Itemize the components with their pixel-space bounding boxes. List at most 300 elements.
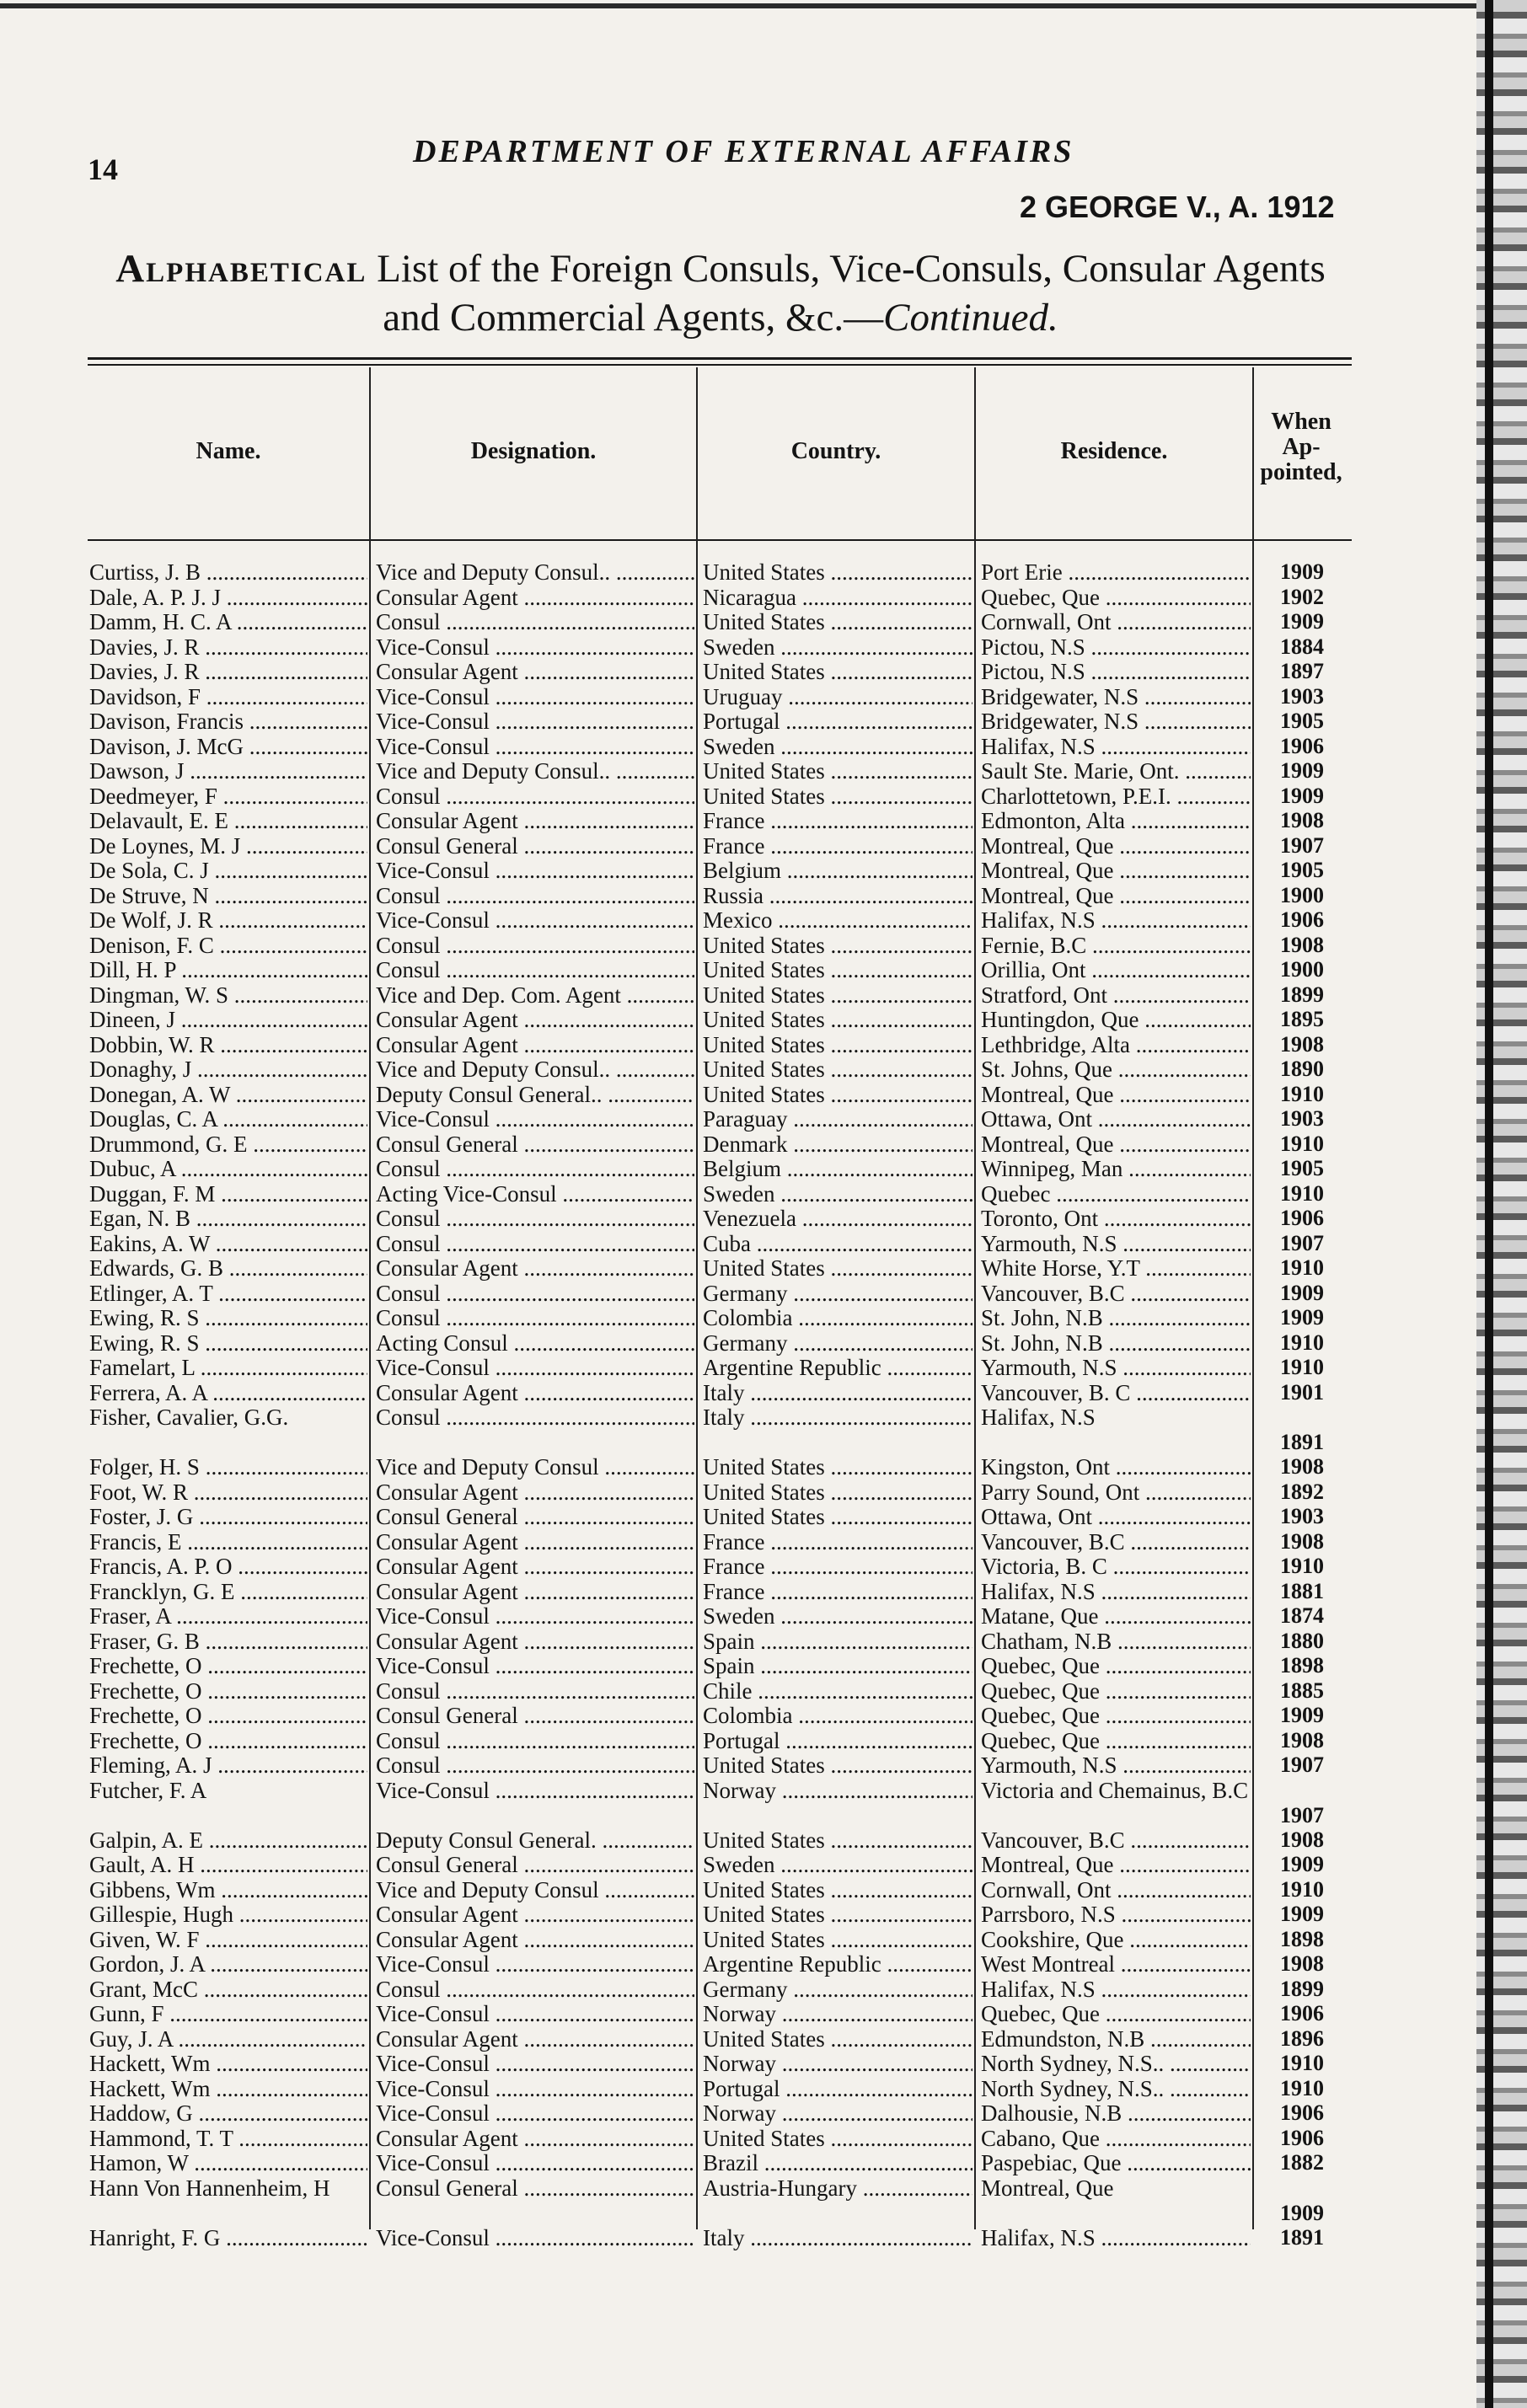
cell-name: Ewing, R. S ..... — [89, 1330, 367, 1356]
cell-residence: Victoria and Chemainus, B.C — [981, 1778, 1249, 1803]
cell-year: 1905 — [1280, 1156, 1324, 1180]
cell-country: Belgium ..... — [703, 1156, 972, 1181]
cell-country: United States ..... — [703, 1480, 972, 1505]
cell-name: Fraser, G. B ..... — [89, 1629, 367, 1654]
table-row — [0, 1032, 1433, 1057]
table-row — [0, 709, 1433, 734]
cell-designation: Consul General ..... — [376, 2175, 694, 2201]
cell-year: 1906 — [1280, 2001, 1324, 2025]
table-row — [0, 1156, 1433, 1181]
table-row — [0, 2126, 1433, 2151]
table-row — [0, 2150, 1433, 2175]
cell-name: Fleming, A. J ..... — [89, 1752, 367, 1778]
cell-residence: Quebec, Que ..... — [981, 1703, 1251, 1728]
cell-name: Donegan, A. W ..... — [89, 1082, 367, 1107]
table-row — [0, 784, 1433, 809]
cell-country: France ..... — [703, 1579, 972, 1604]
cell-country: Belgium ..... — [703, 858, 972, 883]
table-row — [0, 2026, 1433, 2052]
table-row — [0, 1703, 1433, 1728]
cell-country: France ..... — [703, 808, 972, 833]
cell-country: Germany ..... — [703, 1977, 972, 2002]
page-edge-dark — [1485, 0, 1493, 2408]
cell-country: Sweden ..... — [703, 1603, 972, 1629]
cell-year: 1900 — [1280, 957, 1324, 982]
cell-residence: Quebec, Que ..... — [981, 1728, 1251, 1753]
cell-designation: Vice-Consul ..... — [376, 1951, 694, 1977]
table-row — [0, 684, 1433, 709]
cell-country: Norway ..... — [703, 2001, 972, 2026]
cell-name: Hackett, Wm ..... — [89, 2076, 367, 2101]
cell-designation: Consular Agent ..... — [376, 2126, 694, 2151]
cell-name: Hanright, F. G ..... — [89, 2225, 367, 2250]
cell-residence: Halifax, N.S ..... — [981, 2225, 1251, 2250]
column-header-name: Name. — [196, 438, 261, 464]
cell-residence: Port Erie ..... — [981, 559, 1251, 585]
table-row — [0, 2225, 1433, 2250]
cell-year: 1885 — [1280, 1678, 1324, 1703]
cell-country: United States ..... — [703, 1007, 972, 1032]
cell-country: Austria-Hungary ..... — [703, 2175, 972, 2201]
when-line-2: Ap- — [1282, 434, 1321, 460]
cell-country: Russia ..... — [703, 883, 972, 908]
cell-residence: Yarmouth, N.S ..... — [981, 1355, 1251, 1380]
cell-residence: St. Johns, Que ..... — [981, 1057, 1251, 1082]
cell-name: Fisher, Cavalier, G.G. — [89, 1405, 289, 1430]
table-row — [0, 907, 1433, 933]
cell-year: 1910 — [1280, 1554, 1324, 1578]
cell-designation: Vice-Consul ..... — [376, 2001, 694, 2026]
cell-year: 1880 — [1280, 1629, 1324, 1653]
cell-designation: Vice and Deputy Consul.. ..... — [376, 559, 694, 585]
cell-designation: Consul General ..... — [376, 833, 694, 859]
page-edge-scan — [1476, 0, 1527, 2408]
table-row — [0, 1330, 1433, 1356]
cell-year: 1892 — [1280, 1480, 1324, 1504]
column-header-residence: Residence. — [1060, 438, 1168, 464]
title-lead: Alphabetical — [115, 247, 367, 291]
cell-designation: Vice-Consul ..... — [376, 1603, 694, 1629]
cell-name: Egan, N. B ..... — [89, 1206, 367, 1231]
table-row — [0, 1405, 1433, 1455]
cell-year: 1905 — [1280, 858, 1324, 882]
table-row — [0, 585, 1433, 610]
cell-residence: Lethbridge, Alta ..... — [981, 1032, 1251, 1057]
cell-country: Chile ..... — [703, 1678, 972, 1704]
cell-year: 1910 — [1280, 1132, 1324, 1156]
cell-year: 1910 — [1280, 1181, 1324, 1206]
cell-country: Portugal ..... — [703, 2076, 972, 2101]
cell-name: Damm, H. C. A ..... — [89, 609, 367, 634]
cell-name: Given, W. F ..... — [89, 1927, 367, 1952]
table-row — [0, 957, 1433, 982]
table-row — [0, 634, 1433, 660]
cell-year: 1908 — [1280, 1454, 1324, 1479]
title-rest: List of the Foreign Consuls, Vice-Consuls, Consular Agents — [367, 247, 1326, 291]
cell-name: Fraser, A ..... — [89, 1603, 367, 1629]
cell-name: Guy, J. A ..... — [89, 2026, 367, 2052]
cell-designation: Consul General ..... — [376, 1852, 694, 1877]
cell-country: United States ..... — [703, 957, 972, 982]
cell-residence: Montreal, Que ..... — [981, 1082, 1251, 1107]
cell-country: United States ..... — [703, 758, 972, 784]
cell-year: 1881 — [1280, 1579, 1324, 1603]
cell-year: 1903 — [1280, 1504, 1324, 1528]
cell-year: 1906 — [1280, 1206, 1324, 1230]
cell-residence: Vancouver, B.C ..... — [981, 1827, 1251, 1853]
cell-country: United States ..... — [703, 1877, 972, 1902]
cell-designation: Vice-Consul ..... — [376, 1778, 694, 1803]
cell-designation: Consul ..... — [376, 1678, 694, 1704]
cell-country: United States ..... — [703, 784, 972, 809]
column-header-when-appointed — [1251, 409, 1352, 485]
cell-residence: West Montreal ..... — [981, 1951, 1251, 1977]
table-row — [0, 833, 1433, 859]
cell-year: 1907 — [1280, 1803, 1324, 1827]
cell-name: Dineen, J ..... — [89, 1007, 367, 1032]
table-row — [0, 1355, 1433, 1380]
cell-country: Spain ..... — [703, 1629, 972, 1654]
cell-residence: Chatham, N.B ..... — [981, 1629, 1251, 1654]
cell-country: Sweden ..... — [703, 634, 972, 660]
table-row — [0, 858, 1433, 883]
cell-designation: Consul ..... — [376, 957, 694, 982]
cell-name: Dingman, W. S ..... — [89, 982, 367, 1008]
table-row — [0, 1603, 1433, 1629]
table-row — [0, 1231, 1433, 1256]
table-row — [0, 734, 1433, 759]
cell-year: 1905 — [1280, 709, 1324, 733]
cell-year: 1906 — [1280, 2126, 1324, 2150]
cell-designation: Consular Agent ..... — [376, 808, 694, 833]
cell-year: 1910 — [1280, 2076, 1324, 2100]
cell-residence: Victoria, B. C ..... — [981, 1554, 1251, 1579]
cell-residence: Montreal, Que ..... — [981, 833, 1251, 859]
cell-residence: Orillia, Ont ..... — [981, 957, 1251, 982]
cell-designation: Consular Agent ..... — [376, 1255, 694, 1281]
cell-country: Portugal ..... — [703, 1728, 972, 1753]
cell-designation: Consul ..... — [376, 609, 694, 634]
cell-year: 1907 — [1280, 1752, 1324, 1777]
cell-designation: Vice-Consul ..... — [376, 1653, 694, 1678]
cell-country: Italy ..... — [703, 1405, 972, 1430]
cell-year: 1899 — [1280, 982, 1324, 1007]
cell-name: Frechette, O ..... — [89, 1678, 367, 1704]
cell-name: Frechette, O ..... — [89, 1728, 367, 1753]
cell-name: Famelart, L ..... — [89, 1355, 367, 1380]
table-row — [0, 1827, 1433, 1853]
table-row — [0, 1653, 1433, 1678]
cell-residence: Pictou, N.S ..... — [981, 659, 1251, 684]
session-label: 2 GEORGE V., A. 1912 — [1020, 190, 1335, 224]
table-row — [0, 1281, 1433, 1306]
cell-year: 1896 — [1280, 2026, 1324, 2051]
cell-residence: Kingston, Ont ..... — [981, 1454, 1251, 1480]
table-row — [0, 659, 1433, 684]
table-row — [0, 1007, 1433, 1032]
cell-country: Norway ..... — [703, 2051, 972, 2076]
cell-name: Davison, J. McG ..... — [89, 734, 367, 759]
cell-year: 1909 — [1280, 1902, 1324, 1926]
table-row — [0, 2100, 1433, 2126]
cell-residence: Ottawa, Ont ..... — [981, 1504, 1251, 1529]
cell-country: United States ..... — [703, 1902, 972, 1927]
cell-residence: Matane, Que ..... — [981, 1603, 1251, 1629]
cell-name: Hackett, Wm ..... — [89, 2051, 367, 2076]
cell-country: Italy ..... — [703, 2225, 972, 2250]
cell-name: Drummond, G. E ..... — [89, 1132, 367, 1157]
cell-year: 1874 — [1280, 1603, 1324, 1628]
cell-year: 1900 — [1280, 883, 1324, 907]
cell-country: France ..... — [703, 833, 972, 859]
table-row — [0, 559, 1433, 585]
cell-name: Francis, A. P. O ..... — [89, 1554, 367, 1579]
cell-designation: Vice-Consul ..... — [376, 634, 694, 660]
table-row — [0, 1977, 1433, 2002]
cell-name: Ferrera, A. A ..... — [89, 1380, 367, 1405]
cell-residence: Cornwall, Ont ..... — [981, 609, 1251, 634]
cell-designation: Consular Agent ..... — [376, 1629, 694, 1654]
cell-year: 1901 — [1280, 1380, 1324, 1405]
cell-country: United States ..... — [703, 2026, 972, 2052]
cell-designation: Vice and Deputy Consul ..... — [376, 1454, 694, 1480]
cell-residence: Halifax, N.S ..... — [981, 1977, 1251, 2002]
cell-residence: Parrsboro, N.S ..... — [981, 1902, 1251, 1927]
cell-country: Italy ..... — [703, 1380, 972, 1405]
table-row — [0, 1877, 1433, 1902]
table-row — [0, 1132, 1433, 1157]
cell-year: 1909 — [1280, 1281, 1324, 1305]
cell-year: 1908 — [1280, 933, 1324, 957]
cell-country: Brazil ..... — [703, 2150, 972, 2175]
cell-name: Dawson, J ..... — [89, 758, 367, 784]
cell-residence: Yarmouth, N.S ..... — [981, 1752, 1251, 1778]
table-row — [0, 808, 1433, 833]
cell-year: 1908 — [1280, 1032, 1324, 1057]
cell-residence: Yarmouth, N.S ..... — [981, 1231, 1251, 1256]
cell-name: Foster, J. G ..... — [89, 1504, 367, 1529]
cell-name: Duggan, F. M ..... — [89, 1181, 367, 1207]
cell-name: Gunn, F ..... — [89, 2001, 367, 2026]
cell-year: 1897 — [1280, 659, 1324, 683]
cell-residence: Vancouver, B. C ..... — [981, 1380, 1251, 1405]
table-row — [0, 1106, 1433, 1132]
cell-residence: Edmundston, N.B ..... — [981, 2026, 1251, 2052]
cell-designation: Consul ..... — [376, 784, 694, 809]
column-header-designation: Designation. — [470, 438, 597, 464]
cell-name: Donaghy, J ..... — [89, 1057, 367, 1082]
cell-residence: Montreal, Que ..... — [981, 883, 1251, 908]
cell-year: 1906 — [1280, 907, 1324, 932]
cell-residence: North Sydney, N.S.. ..... — [981, 2051, 1251, 2076]
cell-country: United States ..... — [703, 1454, 972, 1480]
cell-year: 1910 — [1280, 1355, 1324, 1379]
cell-country: Nicaragua ..... — [703, 585, 972, 610]
cell-name: Hamon, W ..... — [89, 2150, 367, 2175]
cell-designation: Consular Agent ..... — [376, 1529, 694, 1554]
cell-year: 1906 — [1280, 2100, 1324, 2125]
cell-country: Paraguay ..... — [703, 1106, 972, 1132]
header-bottom-rule — [88, 539, 1352, 541]
cell-designation: Vice-Consul ..... — [376, 734, 694, 759]
cell-country: United States ..... — [703, 2126, 972, 2151]
column-header-country: Country. — [790, 438, 881, 464]
cell-country: Uruguay ..... — [703, 684, 972, 709]
cell-residence: Dalhousie, N.B ..... — [981, 2100, 1251, 2126]
cell-residence: Stratford, Ont ..... — [981, 982, 1251, 1008]
cell-designation: Consular Agent ..... — [376, 1579, 694, 1604]
cell-name: Edwards, G. B ..... — [89, 1255, 367, 1281]
title-line2: and Commercial Agents, &c.— — [383, 296, 884, 340]
cell-name: Gordon, J. A ..... — [89, 1951, 367, 1977]
cell-residence: Cookshire, Que ..... — [981, 1927, 1251, 1952]
top-border — [0, 3, 1483, 8]
cell-name: Grant, McC ..... — [89, 1977, 367, 2002]
cell-designation: Consular Agent ..... — [376, 1380, 694, 1405]
cell-name: Foot, W. R ..... — [89, 1480, 367, 1505]
cell-designation: Consul General ..... — [376, 1132, 694, 1157]
cell-residence: Montreal, Que ..... — [981, 1132, 1251, 1157]
cell-year: 1903 — [1280, 684, 1324, 709]
table-row — [0, 1305, 1433, 1330]
table-row — [0, 1057, 1433, 1082]
cell-name: Denison, F. C ..... — [89, 933, 367, 958]
cell-country: Sweden ..... — [703, 734, 972, 759]
cell-residence: St. John, N.B ..... — [981, 1305, 1251, 1330]
cell-residence: Fernie, B.C ..... — [981, 933, 1251, 958]
cell-name: Deedmeyer, F ..... — [89, 784, 367, 809]
cell-designation: Consul ..... — [376, 1405, 694, 1430]
cell-country: France ..... — [703, 1554, 972, 1579]
cell-year: 1898 — [1280, 1927, 1324, 1951]
cell-name: Curtiss, J. B ..... — [89, 559, 367, 585]
cell-name: Davies, J. R ..... — [89, 659, 367, 684]
cell-country: Norway ..... — [703, 2100, 972, 2126]
cell-year: 1899 — [1280, 1977, 1324, 2001]
cell-designation: Consular Agent ..... — [376, 2026, 694, 2052]
cell-name: Haddow, G ..... — [89, 2100, 367, 2126]
cell-designation: Deputy Consul General.. ..... — [376, 1082, 694, 1107]
cell-country: Denmark ..... — [703, 1132, 972, 1157]
cell-country: Argentine Republic ..... — [703, 1355, 972, 1380]
cell-designation: Consul General ..... — [376, 1504, 694, 1529]
when-line-1: When — [1271, 409, 1331, 435]
cell-year: 1909 — [1280, 1305, 1324, 1330]
cell-name: Ewing, R. S ..... — [89, 1305, 367, 1330]
cell-country: United States ..... — [703, 1827, 972, 1853]
cell-year: 1891 — [1280, 1430, 1324, 1454]
table-row — [0, 1902, 1433, 1927]
cell-designation: Deputy Consul General. ..... — [376, 1827, 694, 1853]
table-row — [0, 2001, 1433, 2026]
cell-designation: Consul ..... — [376, 1281, 694, 1306]
when-line-3: pointed, — [1260, 459, 1342, 485]
cell-country: United States ..... — [703, 982, 972, 1008]
cell-year: 1906 — [1280, 734, 1324, 758]
cell-year: 1902 — [1280, 585, 1324, 609]
table-top-rule — [88, 357, 1352, 360]
table-row — [0, 933, 1433, 958]
cell-designation: Consul ..... — [376, 883, 694, 908]
cell-country: United States ..... — [703, 609, 972, 634]
cell-name: Gillespie, Hugh ..... — [89, 1902, 367, 1927]
cell-residence: Montreal, Que ..... — [981, 858, 1251, 883]
cell-residence: Halifax, N.S ..... — [981, 734, 1251, 759]
cell-country: Norway ..... — [703, 1778, 972, 1803]
cell-residence: Bridgewater, N.S ..... — [981, 709, 1251, 734]
cell-residence: Huntingdon, Que ..... — [981, 1007, 1251, 1032]
cell-residence: Pictou, N.S ..... — [981, 634, 1251, 660]
table-row — [0, 982, 1433, 1008]
cell-country: Argentine Republic ..... — [703, 1951, 972, 1977]
page-number: 14 — [88, 153, 118, 186]
cell-name: Eakins, A. W ..... — [89, 1231, 367, 1256]
cell-designation: Vice-Consul ..... — [376, 858, 694, 883]
cell-designation: Vice-Consul ..... — [376, 2225, 694, 2250]
cell-name: Dobbin, W. R ..... — [89, 1032, 367, 1057]
table-row — [0, 2175, 1433, 2226]
cell-residence: White Horse, Y.T ..... — [981, 1255, 1251, 1281]
cell-year: 1909 — [1280, 559, 1324, 584]
cell-residence: Sault Ste. Marie, Ont. ..... — [981, 758, 1251, 784]
table-row — [0, 1454, 1433, 1480]
cell-designation: Vice-Consul ..... — [376, 684, 694, 709]
table-row — [0, 1951, 1433, 1977]
cell-designation: Vice-Consul ..... — [376, 2100, 694, 2126]
cell-designation: Consul ..... — [376, 933, 694, 958]
cell-country: United States ..... — [703, 1504, 972, 1529]
cell-country: United States ..... — [703, 559, 972, 585]
table-row — [0, 1852, 1433, 1877]
cell-year: 1908 — [1280, 1827, 1324, 1852]
cell-country: Cuba ..... — [703, 1231, 972, 1256]
table-row — [0, 1554, 1433, 1579]
cell-designation: Consular Agent ..... — [376, 585, 694, 610]
cell-designation: Consular Agent ..... — [376, 1032, 694, 1057]
cell-year: 1909 — [1280, 1703, 1324, 1727]
cell-year: 1882 — [1280, 2150, 1324, 2175]
cell-residence: Quebec, Que ..... — [981, 585, 1251, 610]
cell-country: Spain ..... — [703, 1653, 972, 1678]
cell-country: Germany ..... — [703, 1330, 972, 1356]
cell-name: Galpin, A. E ..... — [89, 1827, 367, 1853]
cell-name: Hammond, T. T ..... — [89, 2126, 367, 2151]
cell-residence: Ottawa, Ont ..... — [981, 1106, 1251, 1132]
cell-designation: Consul ..... — [376, 1728, 694, 1753]
cell-country: United States ..... — [703, 933, 972, 958]
cell-country: United States ..... — [703, 1255, 972, 1281]
cell-name: De Wolf, J. R ..... — [89, 907, 367, 933]
table-row — [0, 609, 1433, 634]
cell-country: Mexico ..... — [703, 907, 972, 933]
cell-residence: Toronto, Ont ..... — [981, 1206, 1251, 1231]
cell-year: 1908 — [1280, 808, 1324, 832]
table-top-rule-2 — [88, 364, 1352, 366]
cell-designation: Vice-Consul ..... — [376, 2051, 694, 2076]
table-row — [0, 2076, 1433, 2101]
cell-year: 1910 — [1280, 1255, 1324, 1280]
cell-designation: Consular Agent ..... — [376, 659, 694, 684]
cell-country: Portugal ..... — [703, 709, 972, 734]
cell-name: Hann Von Hannenheim, H — [89, 2175, 330, 2201]
cell-name: Dubuc, A ..... — [89, 1156, 367, 1181]
cell-country: United States ..... — [703, 1057, 972, 1082]
cell-residence: Quebec ..... — [981, 1181, 1251, 1207]
table-row — [0, 1728, 1433, 1753]
cell-residence: Charlottetown, P.E.I. ..... — [981, 784, 1251, 809]
table-row — [0, 1082, 1433, 1107]
table-row — [0, 1480, 1433, 1505]
